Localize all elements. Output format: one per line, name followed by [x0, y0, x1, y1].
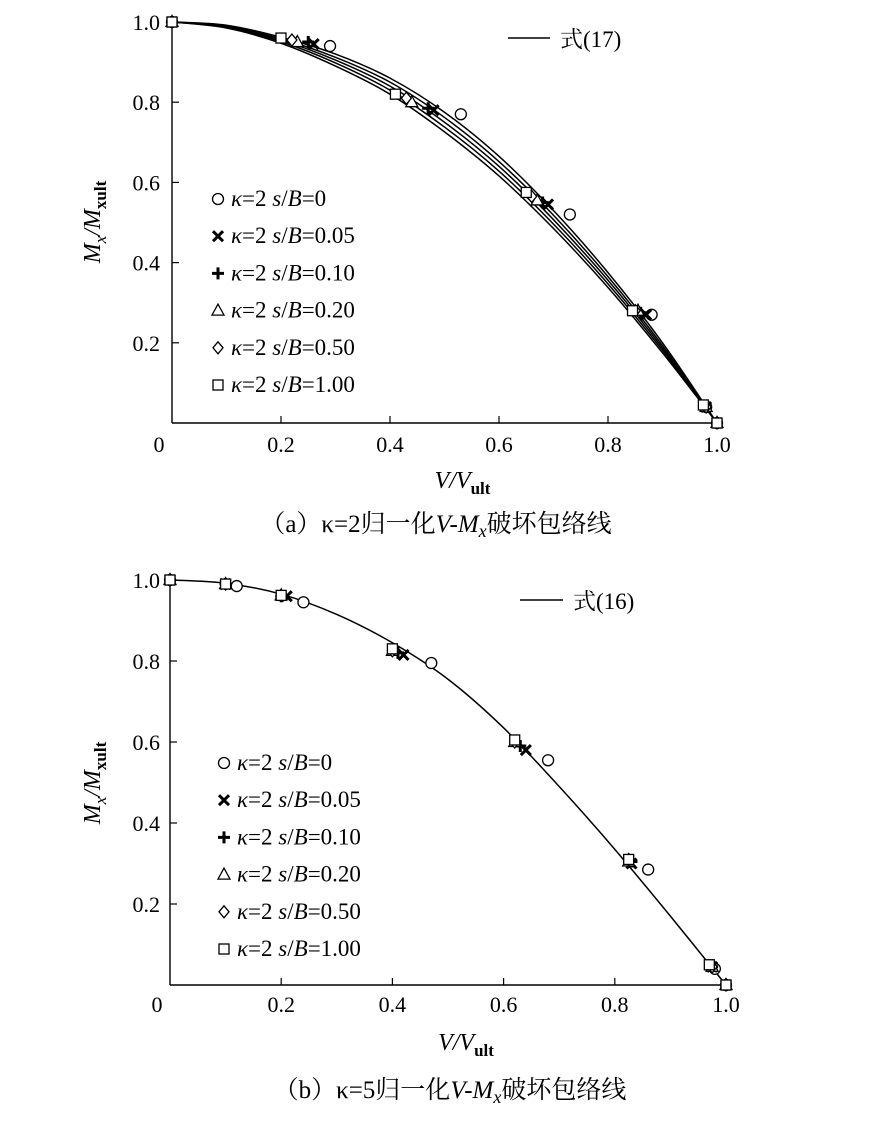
legend-label: κ=2 s/B=1.00	[237, 936, 361, 961]
legend-marker-diamond	[213, 342, 223, 354]
figure-caption: （a）κ=2归一化$V-M_x$破坏包络线	[260, 511, 612, 541]
y-axis-label: $M_x/M_{xult}$	[80, 180, 110, 264]
data-point-square	[167, 17, 177, 27]
data-point-square	[510, 735, 520, 745]
data-point-square	[165, 575, 175, 585]
y-tick-label: 0.2	[132, 892, 160, 917]
y-tick-label: 0.4	[132, 811, 160, 836]
data-point-square	[521, 187, 531, 197]
legend-marker-x	[213, 231, 223, 241]
chart-panel-a	[80, 10, 731, 541]
y-tick-label: 1.0	[132, 568, 160, 593]
legend-label: κ=2 s/B=0.20	[237, 861, 361, 887]
data-point-square	[721, 980, 731, 990]
legend-label: κ=2 s/B=0.50	[237, 898, 361, 924]
x-tick-label: 0.2	[267, 432, 295, 457]
x-tick-label: 0	[151, 992, 163, 1017]
y-tick-label: 0.6	[132, 730, 160, 755]
data-point-square	[276, 33, 286, 43]
legend-marker-triangle	[218, 868, 230, 879]
data-point-square	[704, 960, 714, 970]
x-axis-label: $V/V_{ult}$	[438, 1030, 494, 1060]
data-point-circle	[231, 581, 242, 592]
x-tick-label: 0.2	[267, 992, 295, 1017]
y-tick-label: 0.4	[132, 250, 160, 276]
legend-label: κ=2 s/B=0.20	[231, 297, 355, 323]
x-tick-label: 0.6	[485, 432, 513, 457]
data-point-square	[387, 644, 397, 654]
legend-marker-circle	[213, 194, 224, 205]
legend-label: κ=2 s/B=0.10	[231, 260, 355, 286]
legend-label: κ=2 s/B=0	[231, 186, 327, 211]
figure-caption: （b）κ=5归一化$V-M_x$破坏包络线	[273, 1077, 627, 1107]
data-point-circle	[564, 209, 575, 220]
data-point-circle	[298, 597, 309, 608]
data-point-square	[628, 306, 638, 316]
x-tick-label: 1.0	[703, 432, 731, 457]
legend-label: κ=2 s/B=0	[237, 750, 333, 775]
data-point-circle	[643, 864, 654, 875]
legend-label: κ=2 s/B=0.50	[231, 334, 355, 360]
data-point-square	[390, 89, 400, 99]
chart-panel-b	[80, 568, 740, 1107]
data-point-circle	[455, 109, 466, 120]
x-tick-label: 0.8	[601, 992, 629, 1017]
data-point-circle	[325, 41, 336, 52]
legend-label: κ=2 s/B=0.10	[237, 824, 361, 850]
legend-label: κ=2 s/B=0.05	[231, 223, 355, 249]
x-tick-label: 1.0	[712, 992, 740, 1017]
legend-marker-square	[213, 380, 223, 390]
data-point-circle	[543, 755, 554, 766]
y-tick-label: 0.8	[132, 90, 160, 116]
y-tick-label: 0.6	[132, 170, 160, 196]
legend-marker-plus	[212, 267, 224, 279]
y-tick-label: 0.8	[132, 649, 160, 674]
x-tick-label: 0.8	[594, 432, 622, 457]
legend-label: κ=2 s/B=1.00	[231, 372, 355, 397]
legend-marker-x	[219, 795, 229, 805]
x-tick-label: 0.4	[376, 432, 404, 457]
x-tick-label: 0.4	[378, 992, 407, 1017]
legend-label: κ=2 s/B=0.05	[237, 787, 361, 813]
data-point-square	[276, 590, 286, 600]
y-tick-label: 0.2	[132, 330, 160, 356]
data-point-circle	[426, 658, 437, 669]
data-point-square	[624, 854, 634, 864]
legend-marker-diamond	[219, 906, 229, 918]
x-tick-label: 0.6	[489, 992, 518, 1017]
legend-marker-square	[219, 944, 229, 954]
legend-marker-circle	[219, 758, 230, 769]
data-point-square	[698, 400, 708, 410]
data-point-square	[712, 418, 722, 428]
data-point-square	[221, 579, 231, 589]
x-axis-label: $V/V_{ult}$	[434, 468, 491, 498]
y-axis-label: $M_x/M_{xult}$	[80, 741, 110, 825]
x-tick-label: 0	[153, 432, 165, 457]
y-tick-label: 1.0	[132, 10, 160, 35]
legend-line-label: 式(17)	[560, 27, 622, 52]
legend-line-label: 式(16)	[573, 589, 635, 614]
fitted-curve	[170, 580, 726, 985]
legend-marker-plus	[218, 831, 230, 843]
legend-marker-triangle	[212, 304, 224, 315]
